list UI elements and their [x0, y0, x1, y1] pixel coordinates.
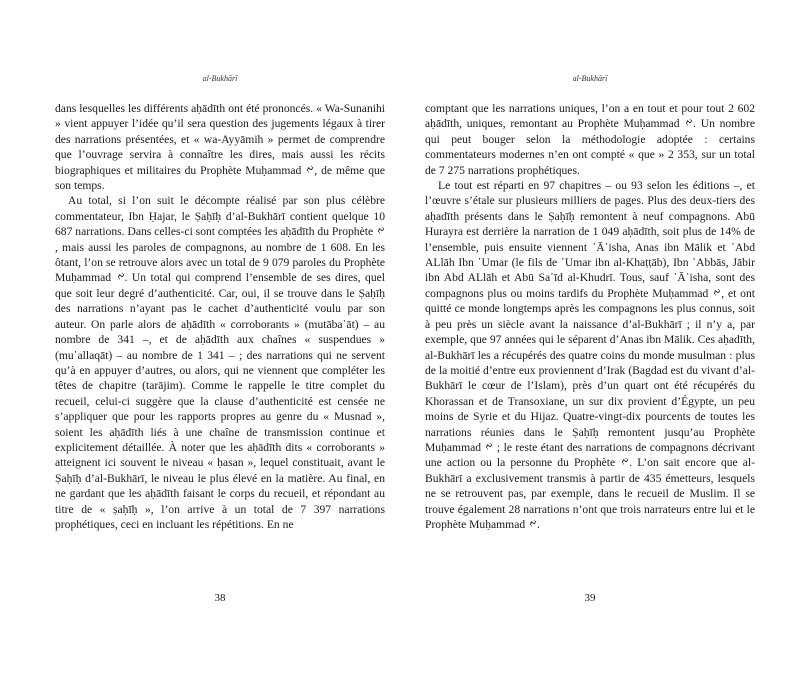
honorific-ligature-icon — [713, 288, 721, 296]
honorific-ligature-icon — [529, 519, 537, 527]
honorific-ligature-icon — [306, 165, 314, 173]
honorific-ligature-icon — [117, 272, 125, 280]
left-page-body — [55, 101, 385, 532]
left-page — [55, 0, 385, 683]
page-number-left: 38 — [214, 592, 226, 604]
page-number-right: 39 — [584, 592, 596, 604]
honorific-ligature-icon — [485, 442, 493, 450]
right-page-body — [425, 101, 755, 532]
running-head-right: al-Bukhārī — [572, 74, 608, 83]
honorific-ligature-icon — [685, 118, 693, 126]
right-paragraph-2: Le tout est réparti en 97 chapitres – ou 93 selon les éditions –, et l’œuvre s’étale sur plusieurs milliers de pages. Plus des deux-tiers des aḥadīth présents dans le Ṣaḥīḥ remontent à neuf compagnons. Abū Hurayra est derrière la narration de 1 049 aḥādīth, soit plus de 14% de l’ensemble, puis ensuite viennent ῾Ā᾿isha, Anas ibn Mālik et ῾Abd ALlāh Ibn ῾Umar (le fils de ῾Umar ibn al-Khaṭṭāb), Ibn ῾Abbās, Jābir ibn Abd ALlāh et Abū Sa῾īd al-Khudrī. Tous, sauf ῾Ā᾿isha, sont des compagnons plus ou moins tardifs du Prophète Muḥammad , et ont quitté ce monde longtemps après les compagnons les plus connus, soit à peu près un siècle avant la naissance d’al-Bukhārī ; il n’y a, par exemple, que 97 années qui le séparent d’Anas ibn Mālik. Ces aḥadīth, al-Bukhārī les a récupérés des quatre coins du monde musulman : plus de la moitié d’entre eux proviennent d’Irak (Bagdad est du vivant d’al-Bukhārī le cœur de l’Islam), près d’un quart ont été récupérés du Khorassan et de Transoxiane, un sur dix provient d’Égypte, un peu moins de Syrie et du Hijaz. Quatre-vingt-dix pourcents de toutes les narrations réunies dans le Ṣaḥīḥ remontent jusqu’au Prophète Muḥammad ; le reste étant des narrations de compagnons décrivant une action ou la personne du Prophète . L’on sait encore que al-Bukhārī a exclusivement transmis à partir de 435 émetteurs, lesquels ne se retrouvent pas, par exemple, dans le recueil de Muslim. Il se trouve également 28 narrations n’ont que trois narrateurs entre lui et le Prophète Muḥammad . — [425, 179, 755, 531]
right-paragraph-1: comptant que les narrations uniques, l’on a en tout et pour tout 2 602 aḥādīth, uniques, remontant au Prophète Muḥammad . Un nombre qui peut bouger selon la méthodologie adoptée : certains commentateurs modernes n’en ont compté « que » 2 353, sur un total de 7 275 narrations prophétiques. — [425, 102, 755, 177]
left-paragraph-1: dans lesquelles les différents aḥādīth ont été prononcés. « Wa-Sunanihi » vient appuyer l’idée qu’il sera question des jugements légaux à tirer des narrations présentées, et « wa-Ayyāmih » permet de comprendre que l’ouvrage servira à connaître les dires, mais aussi les récits biographiques et militaires du Prophète Muḥammad , de même que son temps. — [55, 102, 385, 193]
running-head-left: al-Bukhārī — [202, 74, 238, 83]
honorific-ligature-icon — [621, 457, 629, 465]
right-page — [425, 0, 755, 683]
honorific-ligature-icon — [377, 226, 385, 234]
left-paragraph-2: Au total, si l’on suit le décompte réalisé par son plus célèbre commentateur, Ibn Ḥajar, le Ṣaḥīḥ d’al-Bukhārī contient quelque 10 687 narrations. Dans celles-ci sont comptées les aḥādīth du Prophète , mais aussi les paroles de compagnons, au nombre de 1 608. En les ôtant, l’on se retrouve alors avec un total de 9 079 paroles du Prophète Muḥammad . Un total qui comprend l’ensemble de ses dires, quel que soit leur degré d’authenticité. Car, oui, il se trouve dans le Ṣaḥīḥ des narrations n’ayant pas le cachet d’authenticité voulu par son auteur. On parle alors de aḥādīth « corroborants » (mutāba῾āt) – au nombre de 341 –, et de aḥādīth aux chaînes « suspendues » (mu῾allaqāt) – au nombre de 1 341 – ; des narrations qui ne servent qu’à en appuyer d’autres, ou alors, qui ne viennent que compléter les têtes de chapitre (tarājim). Comme le rappelle le titre complet du recueil, celui-ci suggère que la clause d’authenticité est censée ne s’appliquer que pour les rapports propres au genre du « Musnad », soient les aḥādīth liés à une chaîne de transmission continue et explicitement détaillée. À noter que les aḥādīth dits « corroborants » atteignent ici souvent le niveau « ḥasan », lequel constituait, avant le Ṣaḥīḥ d’al-Bukhārī, le niveau le plus élevé en la matière. Au final, en ne gardant que les aḥādīth faisant le corps du recueil, et répondant au titre de « ṣaḥīḥ », l’on arrive à un total de 7 397 narrations prophétiques, ceci en incluant les répétitions. En ne — [55, 194, 385, 531]
